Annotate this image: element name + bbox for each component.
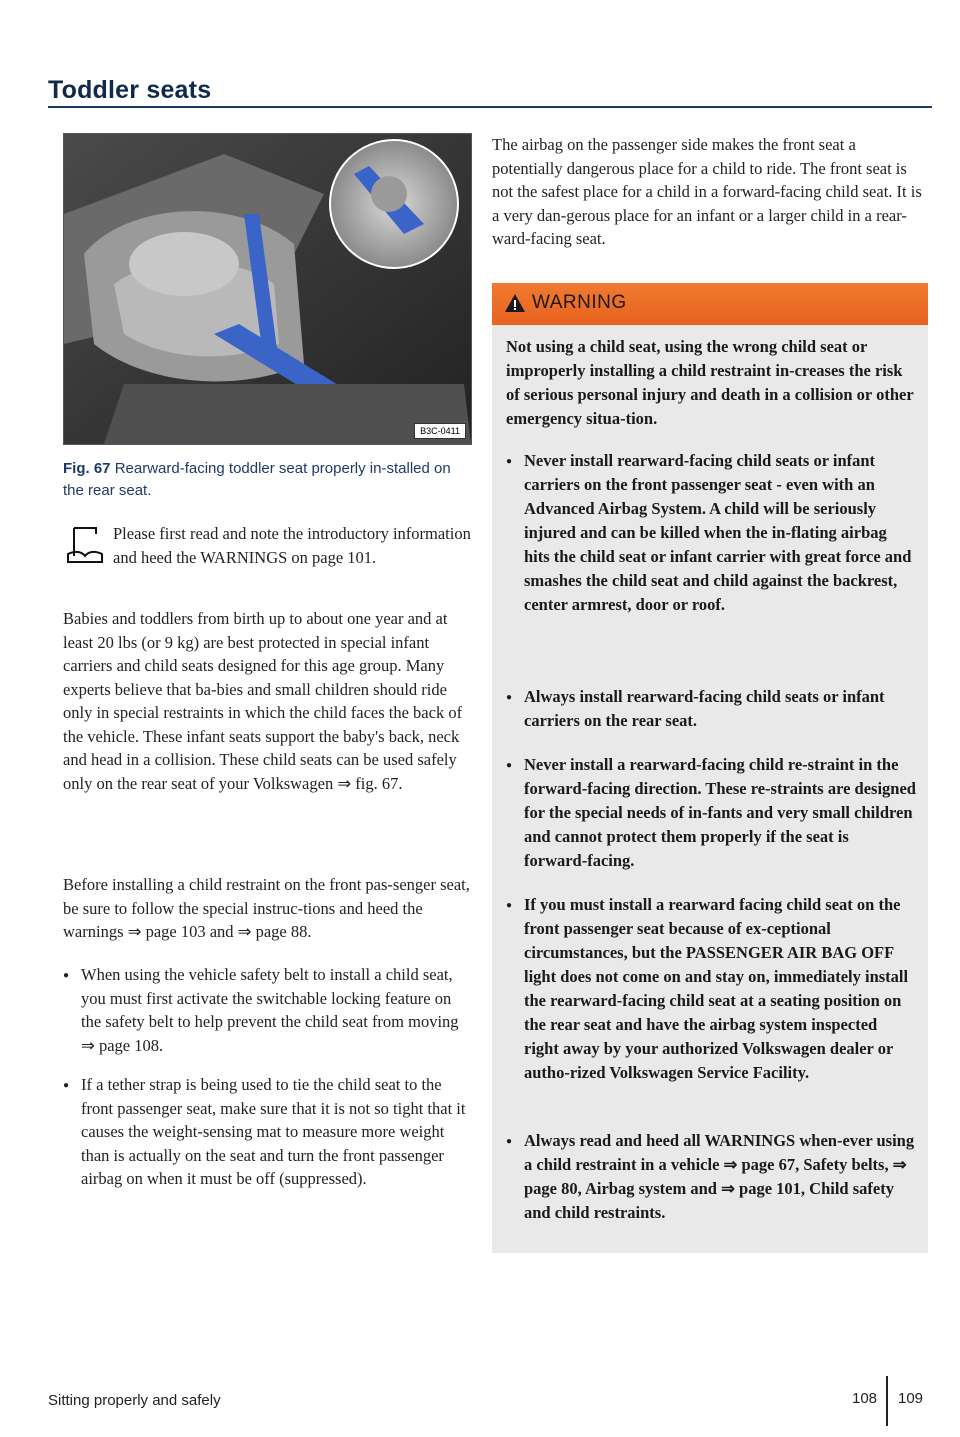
book-icon [64, 526, 106, 564]
figure-photo [63, 133, 472, 445]
figure-label: Fig. 67 [63, 460, 111, 477]
paragraph-airbag-passenger: The airbag on the passenger side makes the front seat a potentially dangerous place for a child to ride. The front seat is not the safest place for a child in a forward-facing child seat. It is a very dan-gerous place for an infant or a larger child in a rear-ward-facing seat. [492, 135, 922, 248]
bullet-tether-strap: ● If a tether strap is being used to tie the child seat to the front passenger seat, make sure that it is not so tight that it causes the weight-sensing mat to measure more weight than is actually on the seat and turn the front passenger airbag on when it must be off (suppressed). [81, 1073, 473, 1191]
warning-bullet-never-front: ● Never install rearward-facing child seats or infant carriers on the front passenger seat - even with an Advanced Airbag System. A child will be seriously injured and can be killed when the in-flating airbag hits the child seat or infant carrier with great force and smashes the child seat and child against the backrest, center armrest, door or roof. [524, 449, 916, 617]
paragraph-before-installing: Before installing a child restraint on the front pas-senger seat, be sure to follow the special instruc-tions and heed the warnings ⇒ page 103 and ⇒ page 88. [63, 875, 470, 941]
footer-section-name: Sitting properly and safely [48, 1392, 221, 1409]
figure-code: B3C-0411 [414, 423, 466, 439]
warning-bullet-exceptional: ● If you must install a rearward facing child seat on the front passenger seat because of ex-ceptional circumstances, but the PASSENGER AIR BAG OFF light does not come on and stay on, immediately install the rearward-facing child seat at a seating position on the rear seat and have the airbag system inspected right away by your authorized Volkswagen dealer or autho-rized Volkswagen Service Facility. [524, 893, 916, 1085]
bullet-safety-belt: ● When using the vehicle safety belt to install a child seat, you must first activate the switchable locking feature on the safety belt to help prevent the child seat from moving ⇒ page 108. [81, 963, 473, 1057]
page-number-left: 108 [852, 1390, 878, 1407]
page-number-right: 109 [898, 1390, 924, 1407]
warning-icon [504, 293, 526, 313]
title-divider [48, 106, 932, 108]
figure-caption [63, 458, 470, 502]
warning-box [492, 283, 928, 1253]
section-title: Toddler seats [48, 76, 212, 104]
warning-bullet-never-forward: ● Never install a rearward-facing child re-straint in the forward-facing direction. These re-straints are designed for the special needs of in-fants and very small children and cannot protect them properly if the seat is forward-facing. [524, 753, 916, 873]
warning-intro: Not using a child seat, using the wrong child seat or improperly installing a child restraint in-creases the risk of serious personal injury and death in a collision or other emergency situa-tion. [506, 337, 914, 428]
paragraph-babies: Babies and toddlers from birth up to about one year and at least 20 lbs (or 9 kg) are best protected in special infant carriers and child seats designed for this age group. Many experts believe that ba-bies and small children should ride only in special restraints in which the child faces the back of the vehicle. These infant seats support the baby's back, neck and head in a collision. These child seats can be used safely only on the rear seat of your Volkswagen ⇒ fig. 67. [63, 609, 463, 793]
page-divider [886, 1376, 888, 1426]
toddler-seat-illustration [64, 134, 471, 444]
figure-caption-text: Rearward-facing toddler seat properly in-stalled on the rear seat. [63, 460, 451, 499]
warning-heading: WARNING [532, 292, 627, 313]
warning-bullet-read-heed: ● Always read and heed all WARNINGS when-ever using a child restraint in a vehicle ⇒ page 67, Safety belts, ⇒ page 80, Airbag system and ⇒ page 101, Child safety and child restraints. [524, 1129, 916, 1225]
warning-bullet-rear-seat: ● Always install rearward-facing child seats or infant carriers on the rear seat. [524, 685, 916, 733]
intro-text: Please first read and note the introductory information and heed the WARNINGS on page 101. [113, 524, 471, 567]
warning-header [492, 283, 928, 325]
